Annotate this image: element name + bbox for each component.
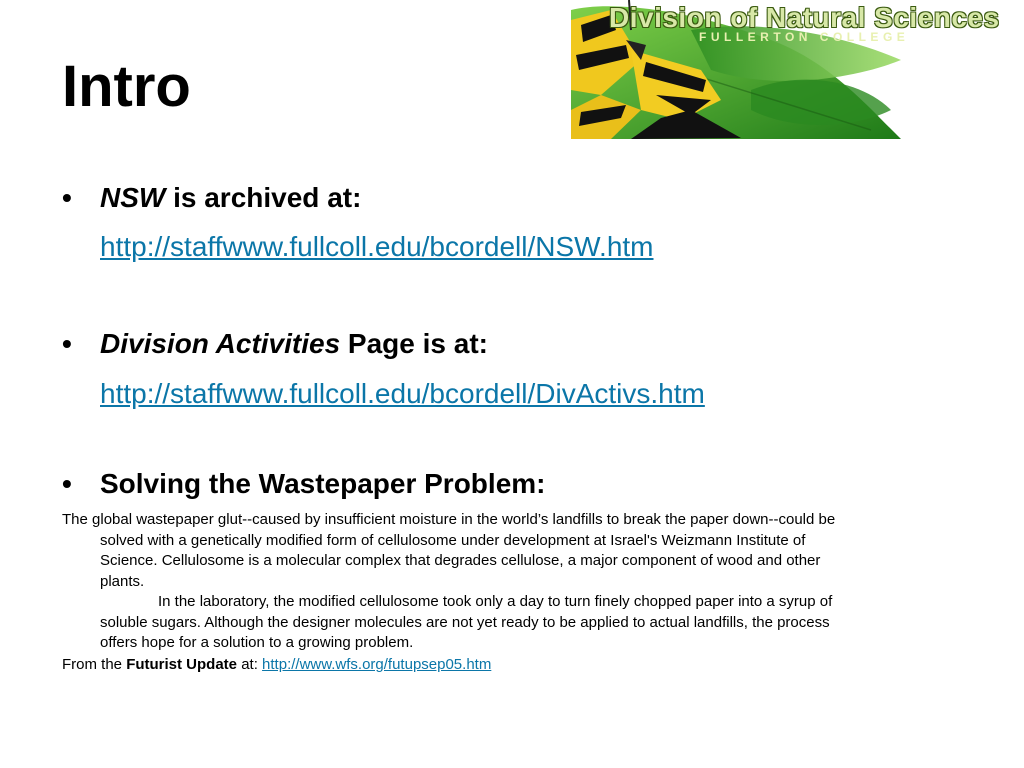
paragraph-line: The global wastepaper glut--caused by insufficient moisture in the world’s landfills to break the paper down--could be (62, 511, 836, 528)
bullet-dot: • (62, 328, 72, 359)
slide-title: Intro (62, 54, 191, 119)
source-publication: Futurist Update (126, 656, 238, 673)
paragraph-line: offers hope for a solution to a growing problem. (100, 634, 414, 651)
division-banner-logo (571, 0, 1024, 139)
paragraph-line: Science. Cellulosome is a molecular complex that degrades cellulose, a major component of wood and other (100, 552, 821, 569)
paragraph-line: plants. (100, 572, 145, 590)
bullet-text: Solving the Wastepaper Problem: (100, 468, 546, 499)
bullet-text: is archived at: (165, 182, 362, 213)
source-prefix: From the (62, 656, 127, 673)
nsw-link[interactable]: http://staffwww.fullcoll.edu/bcordell/NSW.htm (100, 231, 654, 262)
bullet-dot: • (62, 182, 72, 213)
bullet-dot: • (62, 468, 72, 499)
bullet-italic: NSW (100, 182, 166, 213)
banner-subtitle: FULLERTON COLLEGE (699, 30, 910, 44)
paragraph-line: In the laboratory, the modified cellulosome took only a day to turn finely chopped paper into a syrup of (158, 593, 833, 610)
bullet-italic: Division Activities (100, 328, 341, 359)
banner-title: Division of Natural Sciences (609, 2, 1000, 33)
division-activities-link[interactable]: http://staffwww.fullcoll.edu/bcordell/DivActivs.htm (100, 378, 705, 409)
bullet-text: Page is at: (340, 328, 488, 359)
source-citation (62, 656, 491, 673)
paragraph-line: solved with a genetically modified form of cellulosome under development at Israel's Weizmann Institute of (100, 531, 806, 549)
paragraph-line: soluble sugars. Although the designer molecules are not yet ready to be applied to actual landfills, the process (100, 613, 830, 631)
source-mid: at: (237, 656, 263, 673)
futurist-update-link[interactable]: http://www.wfs.org/futupsep05.htm (262, 656, 492, 673)
wastepaper-paragraph (62, 510, 952, 654)
